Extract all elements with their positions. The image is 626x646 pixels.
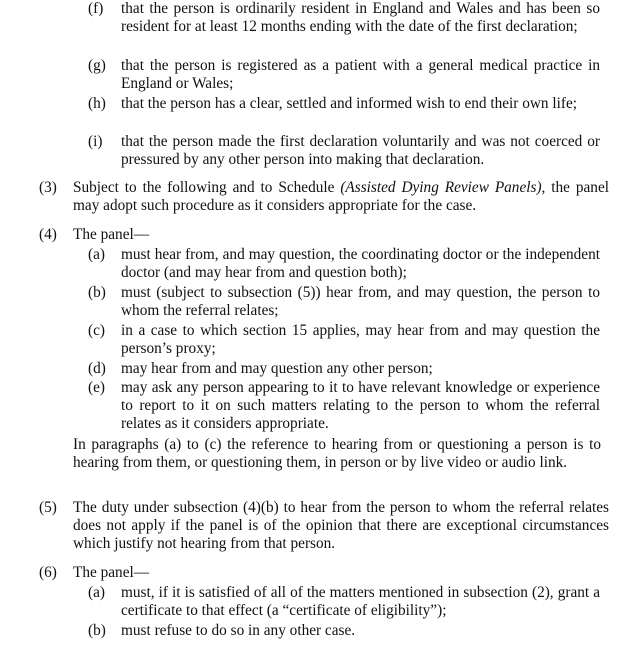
paragraph-number: (a) xyxy=(88,246,105,263)
subsection-number: (3) xyxy=(39,179,57,196)
paragraph-4b xyxy=(88,284,600,320)
paragraph-2g xyxy=(88,57,600,93)
subsection-number: (4) xyxy=(39,226,57,243)
paragraph-text: in a case to which section 15 applies, may hear from and may question the person’s proxy; xyxy=(121,322,600,357)
paragraph-text: must hear from, and may question, the coordinating doctor or the independent doctor (and may hear from and question both); xyxy=(121,246,600,281)
subsection-5 xyxy=(39,499,609,553)
paragraph-text: may ask any person appearing to it to have relevant knowledge or experience to report to it on such matters relating to the person to whom the referral relates as it considers appropriate. xyxy=(121,379,600,432)
subsection-intro: The panel— xyxy=(73,564,150,581)
paragraph-4a xyxy=(88,246,600,282)
paragraph-text: must, if it is satisfied of all of the matters mentioned in subsection (2), grant a certificate to that effect (a “certificate of eligibility”); xyxy=(121,584,600,619)
paragraph-4c xyxy=(88,322,600,358)
paragraph-text: that the person has a clear, settled and informed wish to end their own life; xyxy=(121,95,578,112)
paragraph-number: (b) xyxy=(88,284,106,301)
subsection-number: (6) xyxy=(39,564,57,581)
paragraph-4d xyxy=(88,360,600,378)
paragraph-number: (f) xyxy=(88,0,104,17)
paragraph-number: (i) xyxy=(88,133,103,150)
subsection-4 xyxy=(39,226,609,244)
subsection-text xyxy=(73,179,609,215)
paragraph-text: that the person is registered as a patient with a general medical practice in England or Wales; xyxy=(121,57,600,92)
paragraph-number: (a) xyxy=(88,584,105,601)
paragraph-2h xyxy=(88,95,600,113)
subsection-text-end: , the panel may adopt such procedure as it considers appropriate for the case. xyxy=(73,179,609,214)
paragraph-number: (c) xyxy=(88,322,105,339)
paragraph-2i xyxy=(88,133,600,169)
paragraph-text: that the person made the first declaration voluntarily and was not coerced or pressured by any other person into making that declaration. xyxy=(121,133,600,168)
paragraph-2f xyxy=(88,0,600,36)
subsection-3 xyxy=(39,179,609,215)
paragraph-text: may hear from and may question any other person; xyxy=(121,360,433,377)
subsection-number: (5) xyxy=(39,499,57,516)
paragraph-6b xyxy=(88,622,600,640)
schedule-reference: (Assisted Dying Review Panels) xyxy=(340,179,542,196)
paragraph-text: must refuse to do so in any other case. xyxy=(121,622,356,639)
paragraph-text: must (subject to subsection (5)) hear from, and may question, the person to whom the referral relates; xyxy=(121,284,600,319)
paragraph-number: (e) xyxy=(88,379,105,396)
paragraph-number: (b) xyxy=(88,622,106,639)
paragraph-text: that the person is ordinarily resident in England and Wales and has been so resident for at least 12 months ending with the date of the first declaration; xyxy=(121,0,600,35)
paragraph-number: (h) xyxy=(88,95,106,112)
subsection-6 xyxy=(39,564,609,582)
paragraph-4e xyxy=(88,379,600,433)
subsection-text-start: Subject to the following and to Schedule xyxy=(73,179,341,196)
subsection-intro: The panel— xyxy=(73,226,150,243)
paragraph-number: (d) xyxy=(88,360,106,377)
subsection-4-closing-text: In paragraphs (a) to (c) the reference to hearing from or questioning a person is to hearing from them, or questioning them, in person or by live video or audio link. xyxy=(73,436,601,471)
paragraph-6a xyxy=(88,584,600,620)
subsection-text: The duty under subsection (4)(b) to hear from the person to whom the referral relates does not apply if the panel is of the opinion that there are exceptional circumstances which justify not hearing from that person. xyxy=(73,499,609,552)
paragraph-number: (g) xyxy=(88,57,106,74)
